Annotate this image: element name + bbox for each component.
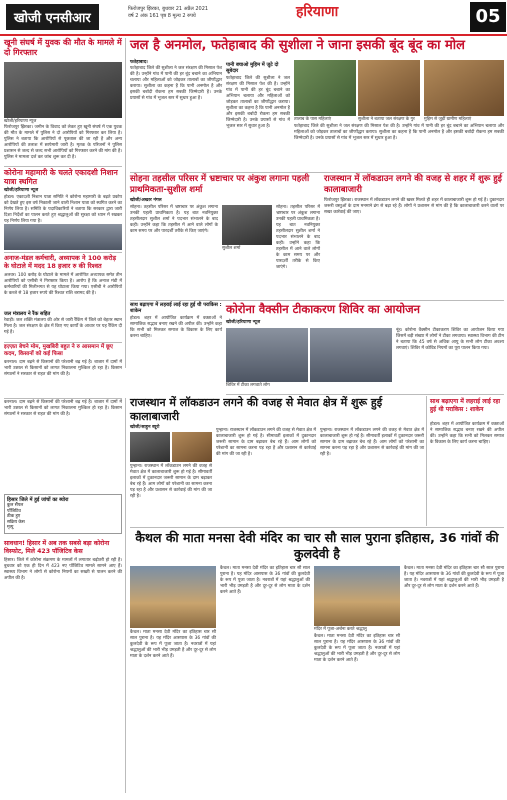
story6-box-row: ठीक हुए — [7, 514, 21, 519]
story6-box — [4, 494, 122, 534]
story7-body: फतेहाबाद जिले की सुशीला ने जल संरक्षण की मिसाल पेश की है। उन्होंने गांव में पानी की हर बूंद बचाने का अभियान चलाया और महिलाओं को जोड़कर तालाबों का जीर्णोद्धार कराया। सुशीला का कहना है कि पानी अनमोल है और इसकी बर्बादी रोकना हम सबकी जिम्मेदारी है। उनके प्रयासों से गांव में भूजल स्तर में सुधार हुआ है। — [130, 66, 224, 101]
story8-photo — [222, 205, 272, 245]
story1-body: फिरोजपुर झिरका। जमीन के विवाद को लेकर हुए खूनी संघर्ष में एक युवक की मौत के मामले में पुलिस ने दो आरोपियों को गिरफ्तार कर लिया है। पुलिस ने बताया कि आरोपियों से पूछताछ की जा रही है और अन्य आरोपियों की तलाश में छापेमारी जारी है। मृतक के परिजनों ने पुलिस प्रशासन से जल्द से जल्द सभी आरोपियों को गिरफ्तार करने की मांग की है। पुलिस ने मामला दर्ज कर जांच शुरू कर दी है। — [4, 125, 124, 160]
story12-body-col2: पुन्हाना। राजस्थान में लॉकडाउन लगने की वजह से मेवात क्षेत्र में कालाबाजारी शुरू हो गई है। सीमावर्ती इलाकों में दुकानदार जरूरी सामान के दाम बढ़ाकर बेच रहे हैं। आम लोगों को परेशानी का सामना करना पड़ रहा है और प्रशासन से कार्रवाई की मांग की जा रही है। — [216, 428, 318, 457]
story6-body: हिसार। जिले में कोरोना संक्रमण के मामलों में लगातार बढ़ोतरी हो रही है। बुधवार को एक ही दिन में 423 नए पॉजिटिव मामले सामने आए हैं। स्वास्थ्य विभाग ने लोगों से कोरोना नियमों का सख्ती से पालन करने की अपील की है। — [4, 558, 124, 581]
divider — [4, 252, 122, 253]
story1-photo — [4, 62, 122, 118]
story11-headline: साथ बढ़ाएगा में लहराई लाई रहा हुई थी पराकिस : शाकेन — [430, 398, 501, 413]
story8-body: सोहना। तहसील परिसर में भ्रष्टाचार पर अंकुश लगाना उनकी पहली प्राथमिकता है। यह बात नवनियुक्त तहसीलदार सुशील शर्मा ने पदभार संभालने के बाद कही। उन्होंने कहा कि तहसील में आने वाले लोगों के काम समय पर और पारदर्शी तरीके से किए जाएंगे। — [130, 205, 220, 234]
story10-headline: कोरोना वैक्सीन टीकाकरण शिविर का आयोजन — [226, 302, 421, 316]
story13-headline: कैथल की माता मनसा देवी मंदिर का चार सौ साल पुराना इतिहास, 36 गांवों की कुलदेवी है — [135, 530, 499, 561]
story7-subhead: पानी बचाओ मुहिम में जुटे दो सूबेदार — [226, 62, 279, 74]
story13-body: कैथल। माता मनसा देवी मंदिर का इतिहास चार सौ साल पुराना है। यह मंदिर आसपास के 36 गांवों की कुलदेवी के रूप में पूजा जाता है। नवरात्रों में यहां श्रद्धालुओं की भारी भीड़ उमड़ती है और दूर-दूर से लोग माता के दर्शन करने आते हैं। — [130, 630, 218, 659]
story7-caption-1: तालाब के पास महिलाएं — [294, 117, 332, 122]
story4-headline: जल मंत्रालय ने रैंक सहित — [4, 311, 51, 317]
story6-headline: सावधान! हिसार में अब तक सबसे बड़ा कोरोना विस्फोट, मिले 423 पॉजिटिव केस — [4, 540, 110, 555]
story7-caption-3: मुहिम से जुड़ीं ग्रामीण महिलाएं — [424, 117, 472, 122]
story2-byline: खोजी/हरियाणा न्यूज — [4, 188, 39, 193]
divider — [4, 166, 122, 167]
story6-box-row: सक्रिय केस — [7, 519, 25, 525]
masthead — [0, 0, 507, 34]
divider — [4, 398, 122, 399]
story9-headline: राजस्थान में लॉकडाउन लगने की वजह से शहर में शुरू हुई कालाबाजारी — [324, 174, 502, 195]
story13-photo-2 — [314, 566, 400, 626]
story7-headline: जल है अनमोल, फतेहाबाद की सुशीला ने जाना इसकी बूंद बूंद का मोल — [130, 38, 465, 53]
story8-body-col2: सोहना। तहसील परिसर में भ्रष्टाचार पर अंकुश लगाना उनकी पहली प्राथमिकता है। यह बात नवनियुक्त तहसीलदार सुशील शर्मा ने पदभार संभालने के बाद कही। उन्होंने कहा कि तहसील में आने वाले लोगों के काम समय पर और पारदर्शी तरीके से किए जाएंगे। — [276, 205, 322, 270]
divider — [130, 527, 504, 528]
story8-headline: सोहना तहसील परिसर में भ्रष्टाचार पर अंकुश लगाना पहली प्राथमिकता-सुशील शर्मा — [130, 174, 310, 195]
story6-box-row: पॉजिटिव — [7, 508, 21, 514]
story3-body: अलवर। 100 करोड़ के घोटाले के मामले में आरोपित अध्यापक समेत तीन आरोपियों को एसीबी ने गिरफ्तार किया है। आरोप है कि अनाज मंडी में कर्मचारियों की मिलीभगत से यह घोटाला किया गया। एसीबी ने आरोपियों के कब्जे से 18 हजार रुपये की रिश्वत राशि बरामद की है। — [4, 273, 124, 296]
story11-side-headline: साथ बढ़ाएगा में लहराई लाई रहा हुई थी पराकिस : शाकेन — [130, 302, 222, 314]
story12-photo-1 — [130, 432, 170, 462]
story10-photo-2 — [310, 328, 392, 382]
story13-photo-1 — [130, 566, 216, 628]
dateline — [128, 6, 208, 20]
story11-body: होडल। शहर में आयोजित कार्यक्रम में वक्ताओं ने सामाजिक सद्भाव बनाए रखने की अपील की। उन्होंने कहा कि सभी को मिलकर समाज के विकास के लिए कार्य करना चाहिए। — [430, 422, 506, 445]
column-divider — [426, 396, 427, 526]
brand-logo: खोजी एनसीआर — [6, 4, 99, 30]
story2-headline: कोरोना महामारी के चलते एकादशी निशान यात्रा स्थगित — [4, 168, 118, 186]
story12-photo-2 — [172, 432, 212, 462]
story13-body-col3: कैथल। माता मनसा देवी मंदिर का इतिहास चार सौ साल पुराना है। यह मंदिर आसपास के 36 गांवों की कुलदेवी के रूप में पूजा जाता है। नवरात्रों में यहां श्रद्धालुओं की भारी भीड़ उमड़ती है और दूर-दूर से लोग माता के दर्शन करने आते हैं। — [314, 634, 402, 663]
story12-body: पुन्हाना। राजस्थान में लॉकडाउन लगने की वजह से मेवात क्षेत्र में कालाबाजारी शुरू हो गई है। सीमावर्ती इलाकों में दुकानदार जरूरी सामान के दाम बढ़ाकर बेच रहे हैं। आम लोगों को परेशानी का सामना करना पड़ रहा है और प्रशासन से कार्रवाई की मांग की जा रही है। — [130, 464, 214, 499]
story4-body: रेवाड़ी। जल शक्ति मंत्रालय की ओर से जारी रैंकिंग में जिले को बेहतर स्थान मिला है। जल संरक्षण के क्षेत्र में किए गए कार्यों के आधार पर यह रैंकिंग दी गई है। — [4, 318, 124, 335]
story2-photo — [4, 224, 122, 250]
story1-caption: खोजी/हरियाणा न्यूज — [4, 119, 37, 124]
column-divider — [125, 398, 126, 793]
story12-headline: राजस्थान में लॉकडाउन लगने की वजह से मेवात क्षेत्र में शुरू हुई कालाबाजारी — [130, 396, 383, 423]
story9-body: फिरोजपुर झिरका। राजस्थान में लॉकडाउन लगने की खबर मिलते ही शहर में कालाबाजारी शुरू हो गई है। दुकानदार जरूरी वस्तुओं के दाम मनमाने ढंग से बढ़ा रहे हैं। लोगों ने प्रशासन से मांग की है कि कालाबाजारी करने वालों पर सख्त कार्रवाई की जाए। — [324, 198, 506, 215]
story7-photo-3 — [424, 60, 504, 116]
story7-photo-1 — [294, 60, 356, 116]
column-divider — [125, 38, 126, 368]
story5-body: करनाल। दाम बढ़ने से किसानों की परेशानी बढ़ गई है। बाजार में दामों में भारी उछाल से किसानों को लागत निकालना मुश्किल हो रहा है। किसान संगठनों ने सरकार से राहत की मांग की है। — [4, 360, 124, 377]
story10-byline: खोजी/हरियाणा न्यूज — [226, 320, 261, 325]
story2-body: होडल। एकादशी निशान यात्रा समिति ने कोरोना महामारी के बढ़ते प्रकोप को देखते हुए इस वर्ष निकाली जाने वाली निशान यात्रा को स्थगित करने का निर्णय लिया है। समिति के पदाधिकारियों ने बताया कि सरकार द्वारा जारी दिशा निर्देशों का पालन करते हुए श्रद्धालुओं की सुरक्षा को ध्यान में रखकर यह निर्णय लिया गया है। — [4, 195, 124, 224]
story6-box-row: कुल सैंपल — [7, 503, 24, 508]
story13-body-col4: कैथल। माता मनसा देवी मंदिर का इतिहास चार सौ साल पुराना है। यह मंदिर आसपास के 36 गांवों की कुलदेवी के रूप में पूजा जाता है। नवरात्रों में यहां श्रद्धालुओं की भारी भीड़ उमड़ती है और दूर-दूर से लोग माता के दर्शन करने आते हैं। — [404, 566, 506, 589]
story7-body-col3: फतेहाबाद जिले की सुशीला ने जल संरक्षण की मिसाल पेश की है। उन्होंने गांव में पानी की हर बूंद बचाने का अभियान चलाया और महिलाओं को जोड़कर तालाबों का जीर्णोद्धार कराया। सुशीला का कहना है कि पानी अनमोल है और इसकी बर्बादी रोकना हम सबकी जिम्मेदारी है। उनके प्रयासों से गांव में भूजल स्तर में सुधार हुआ है। — [294, 124, 506, 141]
story6-box-title: हिसार जिले में हुई जांचों का ब्योरा — [7, 497, 69, 503]
story3-headline: अनाज-मंडल कर्मचारी, अध्यापक ने 100 करोड़ के घोटाले में मदद 18 हजार रु की रिश्वत — [4, 254, 116, 270]
section-name: हरियाणा — [296, 4, 339, 20]
story7-caption-2: सुशीला ने बताया जल संरक्षण के गुर — [358, 117, 415, 122]
story8-byline: खोजी/अख्तर नंगल — [130, 198, 162, 203]
divider — [130, 172, 504, 173]
dateline-line-2: वर्ष 2 अंक 161 पृष्ठ 8 मूल्य 2 रुपये — [128, 13, 196, 19]
masthead-rule — [0, 34, 507, 36]
divider — [226, 394, 504, 395]
story10-caption: शिविर में टीका लगवाते लोग — [226, 383, 270, 388]
story11-side-body: होडल। शहर में आयोजित कार्यक्रम में वक्ताओं ने सामाजिक सद्भाव बनाए रखने की अपील की। उन्होंने कहा कि सभी को मिलकर समाज के विकास के लिए कार्य करना चाहिए। — [130, 316, 224, 339]
dateline-line-1: फिरोजपुर झिरका, बुधवार 21 अप्रैल 2021 — [128, 6, 209, 12]
story7-body-col2: फतेहाबाद जिले की सुशीला ने जल संरक्षण की मिसाल पेश की है। उन्होंने गांव में पानी की हर बूंद बचाने का अभियान चलाया और महिलाओं को जोड़कर तालाबों का जीर्णोद्धार कराया। सुशीला का कहना है कि पानी अनमोल है और इसकी बर्बादी रोकना हम सबकी जिम्मेदारी है। उनके प्रयासों से गांव में भूजल स्तर में सुधार हुआ है। — [226, 76, 292, 129]
story8-caption: सुशील शर्मा — [222, 246, 241, 251]
story12-body-col3: पुन्हाना। राजस्थान में लॉकडाउन लगने की वजह से मेवात क्षेत्र में कालाबाजारी शुरू हो गई है। सीमावर्ती इलाकों में दुकानदार जरूरी सामान के दाम बढ़ाकर बेच रहे हैं। आम लोगों को परेशानी का सामना करना पड़ रहा है और प्रशासन से कार्रवाई की मांग की जा रही है। — [320, 428, 426, 457]
story6-box-row: मृत्यु — [7, 525, 14, 530]
divider — [4, 342, 122, 343]
story7-photo-2 — [358, 60, 420, 116]
story7-byline: फतेहाबाद। — [130, 60, 148, 65]
story1-headline: खूनी संघर्ष में युवक की मौत के मामले में दो गिरफ्तार — [4, 38, 122, 57]
story13-caption: मंदिर में पूजा-अर्चना करते श्रद्धालु — [314, 627, 367, 632]
story5-body-cont: करनाल। दाम बढ़ने से किसानों की परेशानी बढ़ गई है। बाजार में दामों में भारी उछाल से किसानों को लागत निकालना मुश्किल हो रहा है। किसान संगठनों ने सरकार से राहत की मांग की है। — [4, 400, 124, 417]
story5-headline: इज़्ज़त बेचने मोम, मुखबिरी बहुत ने रु आसमान में छूए कदम, किसानों को कई फिसा — [4, 344, 113, 357]
story12-byline: खोजी/साहुन ब्यूरो — [130, 425, 160, 430]
divider — [130, 300, 504, 301]
page-number: 05 — [470, 2, 506, 32]
story13-body-col2: कैथल। माता मनसा देवी मंदिर का इतिहास चार सौ साल पुराना है। यह मंदिर आसपास के 36 गांवों की कुलदेवी के रूप में पूजा जाता है। नवरात्रों में यहां श्रद्धालुओं की भारी भीड़ उमड़ती है और दूर-दूर से लोग माता के दर्शन करने आते हैं। — [220, 566, 312, 595]
story10-photo-1 — [226, 328, 308, 382]
story10-body: नूंह। कोरोना वैक्सीन टीकाकरण शिविर का आयोजन किया गया जिसमें बड़ी संख्या में लोगों ने टीका लगवाया। स्वास्थ्य विभाग की टीम ने बताया कि 45 वर्ष से अधिक आयु के सभी लोग टीका अवश्य लगवाएं। शिविर में कोविड नियमों का पूरा पालन किया गया। — [396, 328, 506, 351]
